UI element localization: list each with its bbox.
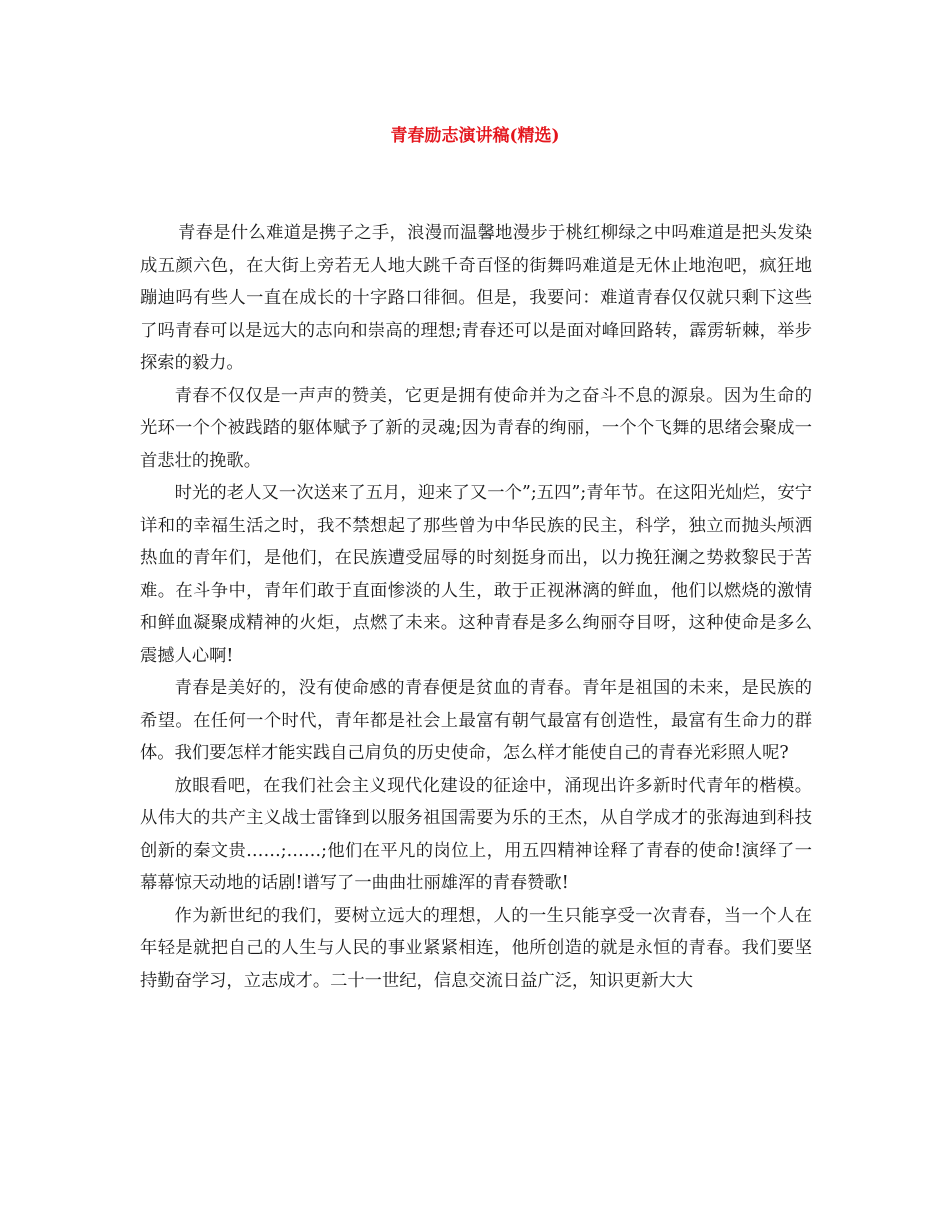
paragraph-4: 青春是美好的，没有使命感的青春便是贫血的青春。青年是祖国的未来，是民族的希望。在任何一个时代，青年都是社会上最富有朝气最富有创造性，最富有生命力的群体。我们要怎样才能实践自己肩负的历史使命，怎么样才能使自己的青春光彩照人呢? — [140, 678, 812, 763]
paragraph-5: 放眼看吧，在我们社会主义现代化建设的征途中，涌现出许多新时代青年的楷模。从伟大的共产主义战士雷锋到以服务祖国需要为乐的王杰，从自学成才的张海迪到科技创新的秦文贵……;……;他们在平凡的岗位上，用五四精神诠释了青春的使命!演绎了一幕幕惊天动地的话剧!谱写了一曲曲壮丽雄浑的青春赞歌! — [140, 775, 812, 893]
paragraph-2: 青春不仅仅是一声声的赞美，它更是拥有使命并为之奋斗不息的源泉。因为生命的光环一个个被践踏的躯体赋予了新的灵魂;因为青春的绚丽，一个个飞舞的思绪会聚成一首悲壮的挽歌。 — [140, 385, 812, 471]
document-title: 青春励志演讲稿(精选) — [390, 126, 560, 146]
document-body — [140, 217, 812, 997]
paragraph-6: 作为新世纪的我们，要树立远大的理想，人的一生只能享受一次青春，当一个人在年轻是就把自己的人生与人民的事业紧紧相连，他所创造的就是永恒的青春。我们要坚持勤奋学习，立志成才。二十一世纪，信息交流日益广泛，知识更新大大 — [140, 905, 812, 991]
paragraph-1: 青春是什么难道是携子之手，浪漫而温馨地漫步于桃红柳绿之中吗难道是把头发染成五颜六色，在大街上旁若无人地大跳千奇百怪的街舞吗难道是无休止地泡吧，疯狂地蹦迪吗有些人一直在成长的十字路口徘徊。但是，我要问：难道青春仅仅就只剩下这些了吗青春可以是远大的志向和崇高的理想;青春还可以是面对峰回路转，霹雳斩棘，举步探索的毅力。 — [140, 223, 812, 373]
paragraph-3: 时光的老人又一次送来了五月，迎来了又一个”;五四”;青年节。在这阳光灿烂，安宁详和的幸福生活之时，我不禁想起了那些曾为中华民族的民主，科学，独立而抛头颅洒热血的青年们，是他们，在民族遭受屈辱的时刻挺身而出，以力挽狂澜之势救黎民于苦难。在斗争中，青年们敢于直面惨淡的人生，敢于正视淋漓的鲜血，他们以燃烧的激情和鲜血凝聚成精神的火炬，点燃了未来。这种青春是多么绚丽夺目呀，这种使命是多么震撼人心啊! — [140, 483, 812, 666]
